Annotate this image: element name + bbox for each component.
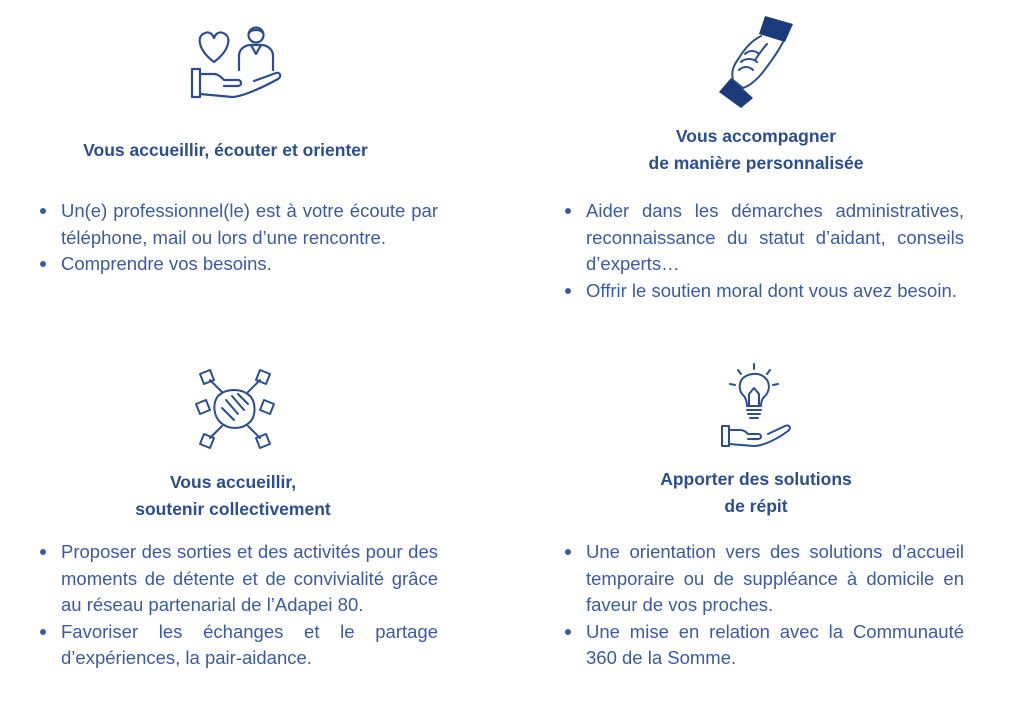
title-line: Vous accueillir, écouter et orienter: [83, 140, 368, 160]
card-title: [0, 137, 451, 164]
title-line: de manière personnalisée: [648, 153, 864, 173]
title-line: Vous accueillir,: [169, 472, 297, 492]
card-title: [560, 466, 952, 520]
title-line: de répit: [724, 496, 788, 516]
title-line: Vous accompagner: [675, 126, 837, 146]
list-item: Comprendre vos besoins.: [37, 251, 438, 278]
handshake-icon: [715, 14, 799, 108]
bullet-list: [562, 539, 964, 672]
list-item: Aider dans les démarches administratives, reconnaissance du statut d’aidant, conseils d’experts…: [562, 198, 964, 278]
list-item: Proposer des sorties et des activités pour des moments de détente et de convivialité grâce au réseau partenarial de l’Adapei 80.: [37, 539, 438, 619]
heart-hand-person-icon: [188, 22, 286, 102]
title-line: Apporter des solutions: [660, 469, 852, 489]
list-item: Favoriser les échanges et le partage d’expériences, la pair-aidance.: [37, 619, 438, 672]
list-item: Un(e) professionnel(le) est à votre écoute par téléphone, mail ou lors d’une rencontre.: [37, 198, 438, 251]
lightbulb-hand-icon: [716, 360, 796, 452]
stacked-hands-icon: [192, 366, 278, 452]
list-item: Offrir le soutien moral dont vous avez besoin.: [562, 278, 964, 305]
title-line: soutenir collectivement: [135, 499, 331, 519]
bullet-list: [562, 198, 964, 304]
list-item: Une mise en relation avec la Communauté 360 de la Somme.: [562, 619, 964, 672]
list-item: Une orientation vers des solutions d’accueil temporaire ou de suppléance à domicile en faveur de vos proches.: [562, 539, 964, 619]
card-title: [560, 123, 952, 177]
bullet-list: [37, 539, 438, 672]
card-title: [0, 469, 466, 523]
bullet-list: [37, 198, 438, 278]
